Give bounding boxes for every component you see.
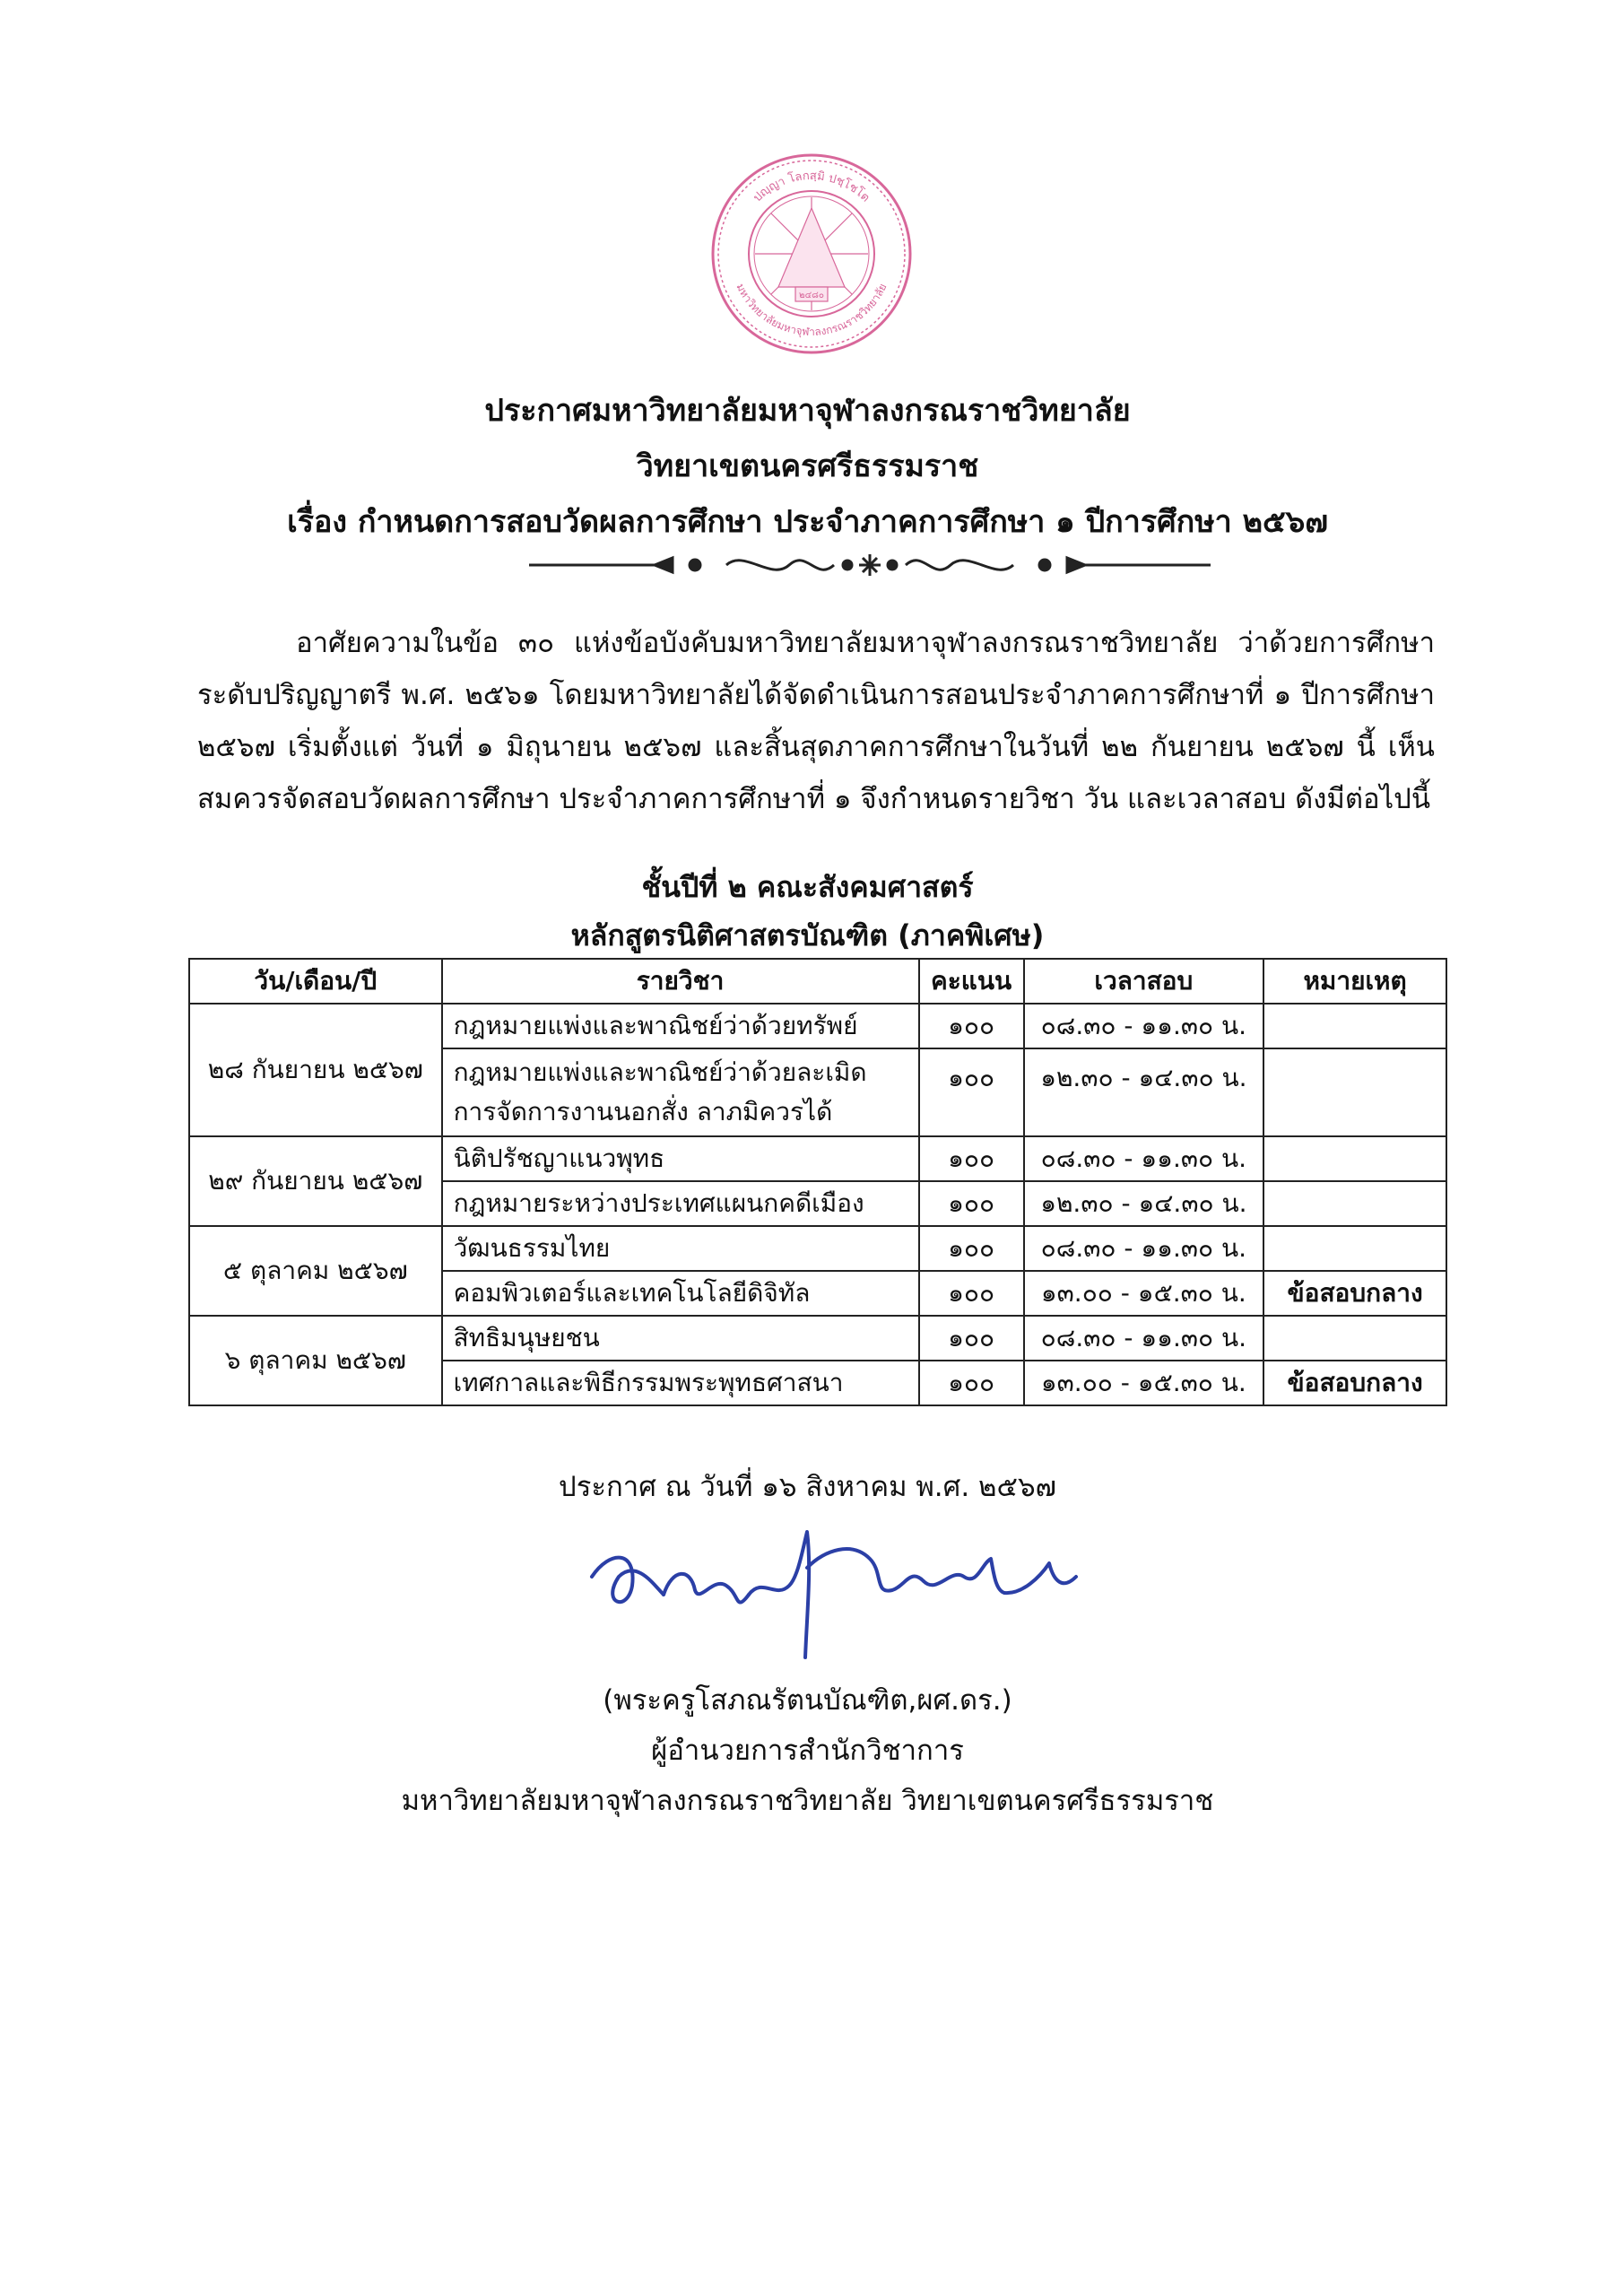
note-cell: ข้อสอบกลาง — [1263, 1361, 1446, 1405]
score-cell: ๑๐๐ — [919, 1048, 1024, 1136]
subject-cell: กฎหมายแพ่งและพาณิชย์ว่าด้วยทรัพย์ — [442, 1004, 919, 1048]
exam-date: ๖ ตุลาคม ๒๕๖๗ — [189, 1316, 442, 1405]
header-note: หมายเหตุ — [1263, 959, 1446, 1004]
score-cell: ๑๐๐ — [919, 1271, 1024, 1316]
score-cell: ๑๐๐ — [919, 1361, 1024, 1405]
time-cell: ๐๘.๓๐ - ๑๑.๓๐ น. — [1024, 1004, 1264, 1048]
university-seal — [710, 152, 913, 355]
header-score: คะแนน — [919, 959, 1024, 1004]
program-title: หลักสูตรนิติศาสตรบัณฑิต (ภาคพิเศษ) — [570, 918, 1045, 952]
note-cell — [1263, 1048, 1446, 1136]
note-cell — [1263, 1316, 1446, 1361]
ornament-divider — [529, 549, 1211, 581]
header-subject: รายวิชา — [442, 959, 919, 1004]
time-cell: ๑๓.๐๐ - ๑๕.๓๐ น. — [1024, 1361, 1264, 1405]
note-cell — [1263, 1004, 1446, 1048]
time-cell: ๑๓.๐๐ - ๑๕.๓๐ น. — [1024, 1271, 1264, 1316]
section-title: ชั้นปีที่ ๒ คณะสังคมศาสตร์ — [641, 870, 974, 904]
score-cell: ๑๐๐ — [919, 1004, 1024, 1048]
exam-date: ๕ ตุลาคม ๒๕๖๗ — [189, 1226, 442, 1316]
subject-cell: เทศกาลและพิธีกรรมพระพุทธศาสนา — [442, 1361, 919, 1405]
signer-name: (พระครูโสภณรัตนบัณฑิต,ผศ.ดร.) — [603, 1684, 1012, 1717]
time-cell: ๐๘.๓๐ - ๑๑.๓๐ น. — [1024, 1136, 1264, 1181]
body-paragraph: อาศัยความในข้อ ๓๐ แห่งข้อบังคับมหาวิทยาลัยมหาจุฬาลงกรณราชวิทยาลัย ว่าด้วยการศึกษาระดับปริญญาตรี พ.ศ. ๒๕๖๑ โดยมหาวิทยาลัยได้จัดดำเนินการสอนประจำภาคการศึกษาที่ ๑ ปีการศึกษา ๒๕๖๗ เริ่มตั้งแต่ วันที่ ๑ มิถุนายน ๒๕๖๗ และสิ้นสุดภาคการศึกษาในวันที่ ๒๒ กันยายน ๒๕๖๗ นี้ เห็นสมควรจัดสอบวัดผลการศึกษา ประจำภาคการศึกษาที่ ๑ จึงกำหนดรายวิชา วัน และเวลาสอบ ดังมีต่อไปนี้ — [197, 627, 1435, 815]
table-row — [189, 1316, 1446, 1361]
seal-year: ๒๔๘๐ — [799, 291, 824, 300]
time-cell: ๐๘.๓๐ - ๑๑.๓๐ น. — [1024, 1316, 1264, 1361]
score-cell: ๑๐๐ — [919, 1226, 1024, 1271]
score-cell: ๑๐๐ — [919, 1136, 1024, 1181]
table-row — [189, 1226, 1446, 1271]
subject-heading: เรื่อง กำหนดการสอบวัดผลการศึกษา ประจำภาคการศึกษา ๑ ปีการศึกษา ๒๕๖๗ — [287, 504, 1328, 540]
subject-cell — [442, 1048, 919, 1136]
subject-cell: คอมพิวเตอร์และเทคโนโลยีดิจิทัล — [442, 1271, 919, 1316]
subject-line-1: กฎหมายแพ่งและพาณิชย์ว่าด้วยละเมิด — [453, 1057, 867, 1087]
seal-motto: ปญฺญา โลกสฺมิ ปชฺโชโต — [751, 169, 873, 205]
subject-cell: นิติปรัชญาแนวพุทธ — [442, 1136, 919, 1181]
table-row — [189, 1136, 1446, 1181]
subject-line-2: การจัดการงานนอกสั่ง ลาภมิควรได้ — [453, 1097, 833, 1126]
note-cell — [1263, 1226, 1446, 1271]
campus-heading: วิทยาเขตนครศรีธรรมราช — [636, 448, 979, 484]
time-cell: ๐๘.๓๐ - ๑๑.๓๐ น. — [1024, 1226, 1264, 1271]
handwritten-signature — [583, 1514, 1085, 1675]
header-time: เวลาสอบ — [1024, 959, 1264, 1004]
signer-title: ผู้อำนวยการสำนักวิชาการ — [651, 1735, 964, 1767]
subject-cell: วัฒนธรรมไทย — [442, 1226, 919, 1271]
table-header-row — [189, 959, 1446, 1004]
exam-date: ๒๙ กันยายน ๒๕๖๗ — [189, 1136, 442, 1226]
table-row — [189, 1004, 1446, 1048]
signer-organization: มหาวิทยาลัยมหาจุฬาลงกรณราชวิทยาลัย วิทยาเขตนครศรีธรรมราช — [401, 1785, 1214, 1817]
announcement-date: ประกาศ ณ วันที่ ๑๖ สิงหาคม พ.ศ. ๒๕๖๗ — [559, 1471, 1056, 1503]
score-cell: ๑๐๐ — [919, 1316, 1024, 1361]
announcement-heading: ประกาศมหาวิทยาลัยมหาจุฬาลงกรณราชวิทยาลัย — [484, 393, 1131, 429]
note-cell: ข้อสอบกลาง — [1263, 1271, 1446, 1316]
header-date: วัน/เดือน/ปี — [189, 959, 442, 1004]
note-cell — [1263, 1181, 1446, 1226]
subject-cell: สิทธิมนุษยชน — [442, 1316, 919, 1361]
exam-date: ๒๘ กันยายน ๒๕๖๗ — [189, 1004, 442, 1136]
note-cell — [1263, 1136, 1446, 1181]
score-cell: ๑๐๐ — [919, 1181, 1024, 1226]
exam-schedule-table — [188, 958, 1447, 1406]
seal-name: มหาวิทยาลัยมหาจุฬาลงกรณราชวิทยาลัย — [734, 281, 890, 339]
subject-cell: กฎหมายระหว่างประเทศแผนกคดีเมือง — [442, 1181, 919, 1226]
time-cell: ๑๒.๓๐ - ๑๔.๓๐ น. — [1024, 1181, 1264, 1226]
time-cell: ๑๒.๓๐ - ๑๔.๓๐ น. — [1024, 1048, 1264, 1136]
